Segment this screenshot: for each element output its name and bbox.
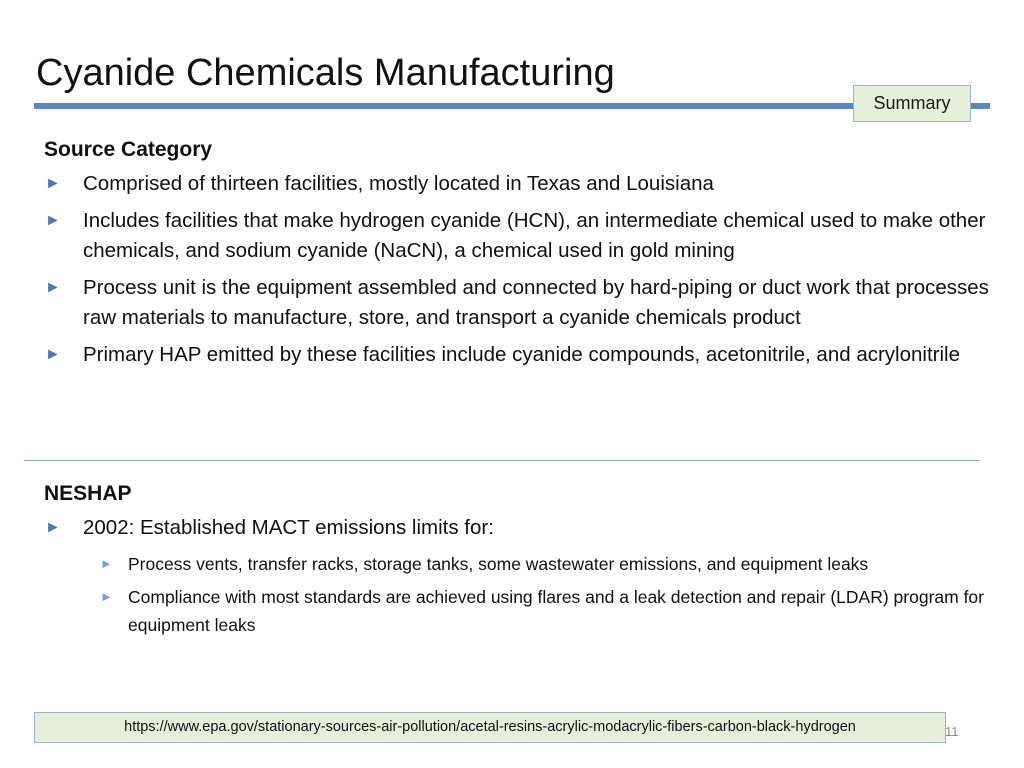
sub-list-item-text: Process vents, transfer racks, storage tanks, some wastewater emissions, and equipment leaks [128, 554, 869, 574]
list-item-text: Includes facilities that make hydrogen cyanide (HCN), an intermediate chemical used to make other chemicals, and sodium cyanide (NaCN), a chemical used in gold mining [83, 209, 986, 262]
neshap-section [44, 480, 994, 644]
summary-badge: Summary [853, 85, 971, 122]
list-item-text: Process unit is the equipment assembled and connected by hard-piping or duct work that processes raw materials to manufacture, store, and transport a cyanide chemicals product [83, 276, 989, 329]
source-category-section [44, 136, 994, 377]
source-url-link[interactable]: https://www.epa.gov/stationary-sources-air-pollution/acetal-resins-acrylic-modacrylic-fibers-carbon-black-hydrogen [34, 712, 946, 743]
sub-list-item [44, 550, 994, 578]
list-item-text: 2002: Established MACT emissions limits for: [83, 516, 494, 539]
right-pointer-icon: ► [100, 556, 113, 571]
title-rule [34, 103, 990, 109]
list-item [44, 273, 994, 333]
right-pointer-icon: ► [45, 519, 61, 536]
right-pointer-icon: ► [45, 346, 61, 363]
right-pointer-icon: ► [100, 589, 113, 604]
list-item [44, 340, 994, 370]
sub-list-item [44, 583, 994, 639]
right-pointer-icon: ► [45, 175, 61, 192]
page-number: 11 [945, 724, 959, 739]
right-pointer-icon: ► [45, 279, 61, 296]
section-divider [24, 460, 980, 461]
neshap-heading: NESHAP [44, 482, 132, 505]
list-item [44, 169, 994, 199]
list-item [44, 513, 994, 543]
right-pointer-icon: ► [45, 212, 61, 229]
slide-title: Cyanide Chemicals Manufacturing [36, 52, 615, 94]
source-category-heading: Source Category [44, 138, 213, 161]
list-item-text: Comprised of thirteen facilities, mostly located in Texas and Louisiana [83, 172, 714, 195]
list-item-text: Primary HAP emitted by these facilities include cyanide compounds, acetonitrile, and acrylonitrile [83, 343, 960, 366]
list-item [44, 206, 994, 266]
sub-list-item-text: Compliance with most standards are achieved using flares and a leak detection and repair (LDAR) program for equipment leaks [128, 587, 984, 635]
